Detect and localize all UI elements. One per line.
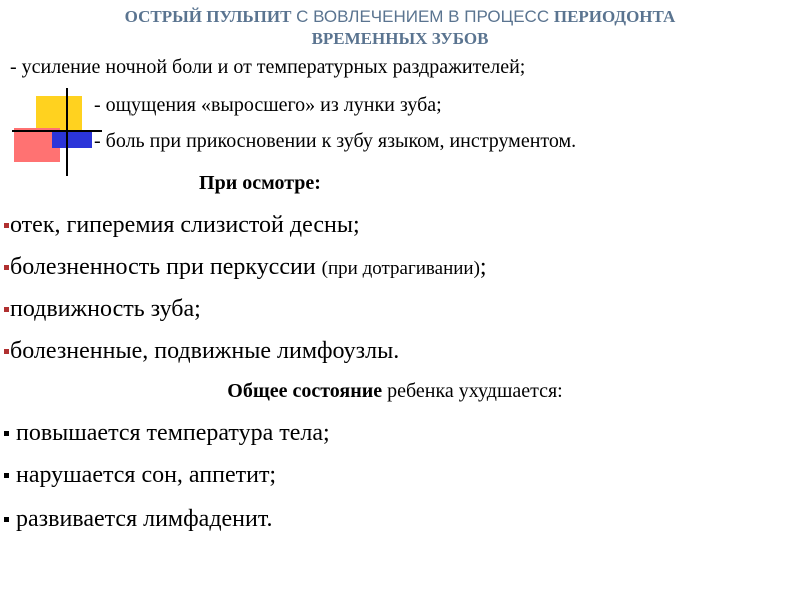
exam-item [4,212,360,239]
title-part-3: ПЕРИОДОНТА [553,7,676,26]
exam-item-text: отек, гиперемия слизистой десны; [10,212,360,238]
title-part-1: ОСТРЫЙ ПУЛЬПИТ [124,7,292,26]
decor-vertical-line [66,88,68,176]
general-heading-rest: ребенка ухудшается: [382,380,563,402]
symptom-line: - ощущения «выросшего» из лунки зуба; [94,94,442,116]
general-item-text: развивается лимфаденит. [16,506,273,532]
exam-item [4,254,487,281]
symptom-line: - боль при прикосновении к зубу языком, инструментом. [94,130,577,152]
general-item [4,462,276,489]
general-item [4,506,273,533]
general-item [4,420,330,447]
general-item-text: нарушается сон, аппетит; [16,462,277,488]
decor-horizontal-line [12,130,102,132]
bullet-icon [4,349,9,354]
exam-item-text: подвижность зуба; [10,296,201,322]
bullet-icon [4,307,9,312]
general-heading-bold: Общее состояние [227,380,383,402]
bullet-icon [4,265,9,270]
page-title [0,6,800,50]
decor-blue-square [52,132,92,148]
exam-item-note: (при дотрагивании) [321,258,480,279]
decor-yellow-square [36,96,82,130]
bullet-icon [4,473,9,478]
bullet-icon [4,223,9,228]
bullet-icon [4,517,9,522]
exam-heading: При осмотре: [199,172,321,194]
general-item-text: повышается температура тела; [16,420,330,446]
bullet-icon [4,431,9,436]
exam-item-text: болезненность при перкуссии [10,254,322,280]
exam-item-end: ; [479,254,487,280]
title-line-2: ВРЕМЕННЫХ ЗУБОВ [311,29,489,48]
symptom-line: - усиление ночной боли и от температурных раздражителей; [10,56,526,78]
exam-item [4,338,399,365]
exam-item [4,296,201,323]
exam-item-text: болезненные, подвижные лимфоузлы. [10,338,400,364]
title-part-2: С ВОВЛЕЧЕНИЕМ В ПРОЦЕСС [291,7,554,26]
general-heading [0,380,790,403]
